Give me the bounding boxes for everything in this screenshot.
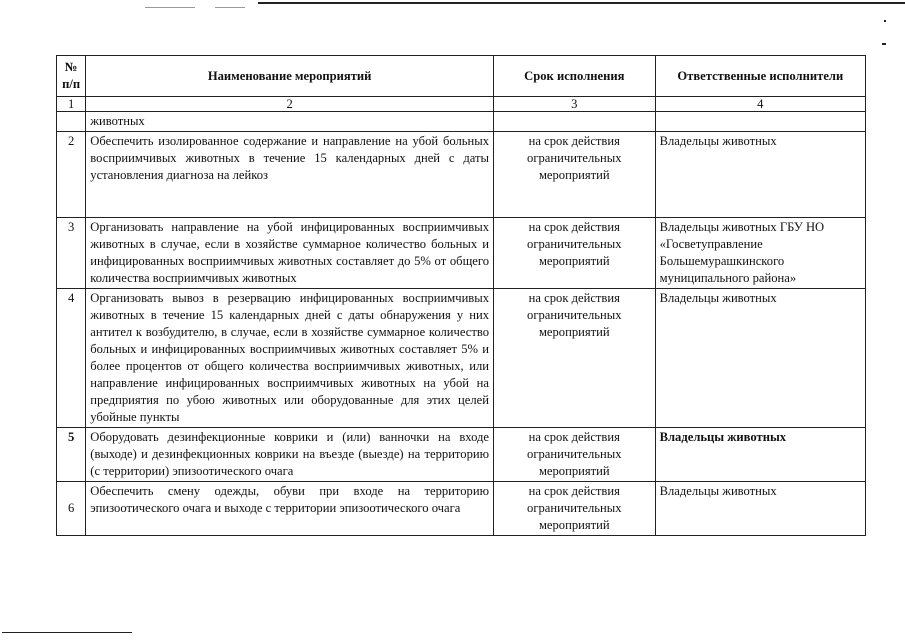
table-row: [57, 482, 866, 536]
index-cell: 4: [655, 97, 865, 112]
continuation-row: [57, 112, 866, 132]
row-responsible: Владельцы животных: [655, 132, 865, 218]
index-cell: 3: [494, 97, 656, 112]
header-term: Срок исполнения: [494, 56, 656, 97]
scan-dash: [882, 43, 886, 45]
row-action: Обеспечить смену одежды, обуви при входе на территорию эпизоотического очага и выходе с территории эпизоотического очага: [86, 482, 494, 536]
row-responsible: Владельцы животных: [655, 428, 865, 482]
table-row: [57, 132, 866, 218]
row-action: Обеспечить изолированное содержание и направление на убой больных восприимчивых животных в течение 15 календарных дней с даты установления диагноза на лейкоз: [86, 132, 494, 218]
header-num: № п/п: [57, 56, 86, 97]
header-responsible: Ответственные исполнители: [655, 56, 865, 97]
table-row: [57, 428, 866, 482]
row-term: на срок действия ограничительных мероприятий: [494, 482, 656, 536]
row-num: 6: [57, 482, 86, 536]
table-row: [57, 289, 866, 428]
scan-line-top-mid: [215, 7, 245, 8]
row-action: Организовать вывоз в резервацию инфицированных восприимчивых животных в течение 15 календарных дней с даты обнаружения у них антител к возбудителю, в случае, если в хозяйстве суммарное количество больных и инфицированных восприимчивых животных составляет 5% и более процентов от общего количества восприимчивых животных, или направление инфицированных восприимчивых животных на убой на предприятия по убою животных или оборудованные для этих целей убойные пункты: [86, 289, 494, 428]
measures-table: [56, 55, 866, 536]
row-action: Оборудовать дезинфекционные коврики и (или) ванночки на входе (выходе) и дезинфекционных коврики на въезде (выезде) на территорию (с территории) эпизоотического очага: [86, 428, 494, 482]
row-responsible: Владельцы животных ГБУ НО «Госветуправление Большемурашкинского муниципального района»: [655, 218, 865, 289]
row-num: 5: [57, 428, 86, 482]
header-name: Наименование мероприятий: [86, 56, 494, 97]
table-row: [57, 218, 866, 289]
row-num: 2: [57, 132, 86, 218]
row-term: на срок действия ограничительных мероприятий: [494, 289, 656, 428]
continuation-text: животных: [86, 112, 494, 132]
scan-dot: [884, 20, 886, 22]
row-num: 3: [57, 218, 86, 289]
row-num: 4: [57, 289, 86, 428]
row-action: Организовать направление на убой инфицированных восприимчивых животных в случае, если в хозяйстве суммарное количество больных и инфицированных восприимчивых животных составляет до 5% от общего количества восприимчивых животных: [86, 218, 494, 289]
header-row: [57, 56, 866, 97]
index-row: [57, 97, 866, 112]
row-term: на срок действия ограничительных мероприятий: [494, 428, 656, 482]
row-responsible: Владельцы животных: [655, 289, 865, 428]
row-term: на срок действия ограничительных мероприятий: [494, 218, 656, 289]
row-responsible: Владельцы животных: [655, 482, 865, 536]
scan-line-top: [258, 2, 905, 4]
index-cell: 1: [57, 97, 86, 112]
row-term: на срок действия ограничительных мероприятий: [494, 132, 656, 218]
scan-line-top-left: [145, 7, 195, 8]
footnote-line: [2, 632, 132, 633]
index-cell: 2: [86, 97, 494, 112]
